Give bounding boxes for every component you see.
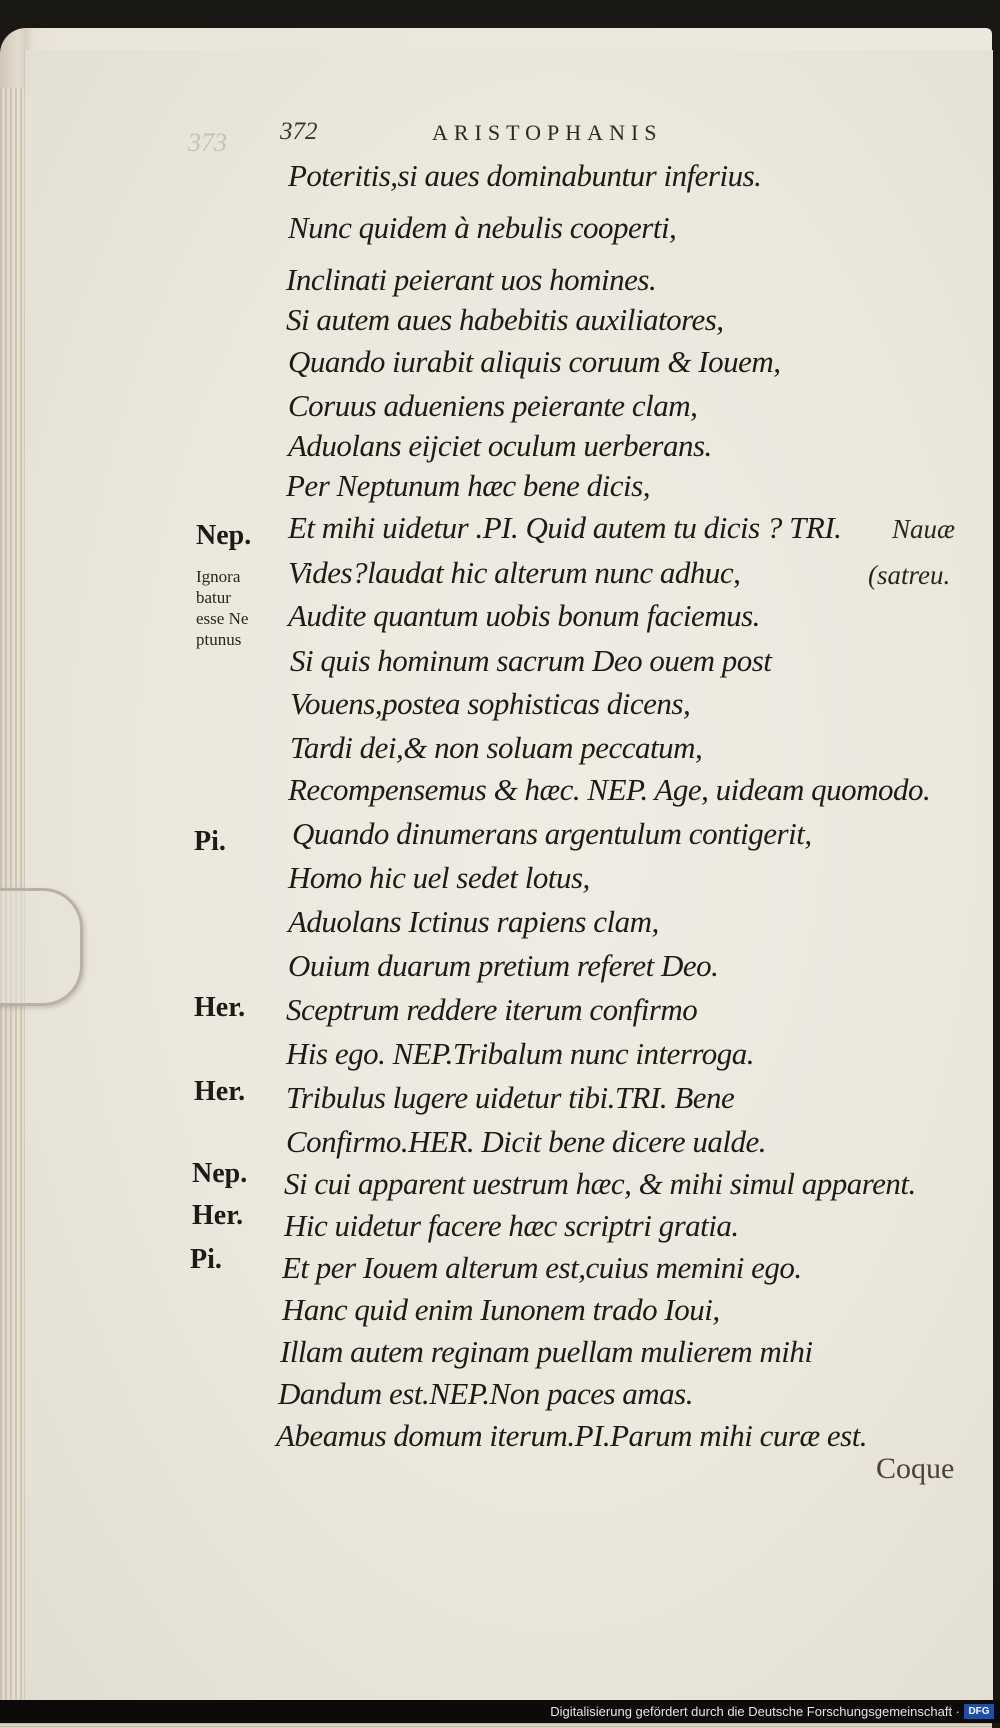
verse-line: Si autem aues habebitis auxiliatores,: [286, 302, 724, 337]
verse-line: Illam autem reginam puellam mulierem mihi: [280, 1334, 813, 1369]
verse-line: Inclinati peierant uos homines.: [286, 262, 657, 297]
speaker-label: Her.: [194, 992, 246, 1023]
verse-line: Ouium duarum pretium referet Deo.: [288, 948, 719, 983]
footer-credit: Digitalisierung gefördert durch die Deutsche Forschungsgemeinschaft ·: [550, 1704, 960, 1719]
verse-line: Quando iurabit aliquis coruum & Iouem,: [288, 344, 781, 379]
dfg-logo-icon: DFG: [964, 1704, 994, 1719]
show-through-text: [890, 200, 1000, 1450]
verse-line: Recompensemus & hæc. NEP. Age, uideam quomodo.: [288, 772, 931, 807]
speaker-label: Nep.: [196, 520, 252, 551]
verse-line: Tardi dei,& non soluam peccatum,: [290, 730, 703, 765]
verse-line: Et mihi uidetur .PI. Quid autem tu dicis ? TRI.: [288, 510, 842, 545]
verse-line: Si quis hominum sacrum Deo ouem post: [290, 643, 772, 678]
verse-line: Coruus adueniens peierante clam,: [288, 388, 698, 423]
verse-line: Confirmo.HER. Dicit bene dicere ualde.: [286, 1124, 767, 1159]
verse-line: Homo hic uel sedet lotus,: [288, 860, 590, 895]
digitization-footer: [0, 1700, 1000, 1723]
verse-line: Tribulus lugere uidetur tibi.TRI. Bene: [286, 1080, 735, 1115]
page-clip: [0, 888, 83, 1006]
marginal-note-line: ptunus: [196, 630, 242, 649]
verse-line: Aduolans Ictinus rapiens clam,: [288, 904, 659, 939]
verse-line: Vouens,postea sophisticas dicens,: [290, 686, 691, 721]
speaker-label: Pi.: [194, 826, 226, 857]
verse-line: Poteritis,si aues dominabuntur inferius.: [288, 158, 762, 193]
page-title: ARISTOPHANIS: [432, 120, 663, 145]
verse-line: Audite quantum uobis bonum faciemus.: [288, 598, 760, 633]
ghost-page-number: 373: [188, 128, 227, 157]
scan-top-border: [0, 0, 1000, 28]
verse-line: Hic uidetur facere hæc scriptri gratia.: [284, 1208, 739, 1243]
catchword: Coque: [876, 1452, 955, 1485]
speaker-label: Nep.: [192, 1158, 248, 1189]
verse-line: Sceptrum reddere iterum confirmo: [286, 992, 698, 1027]
verse-line: Per Neptunum hæc bene dicis,: [286, 468, 650, 503]
verse-line: Si cui apparent uestrum hæc, & mihi simul apparent.: [284, 1166, 916, 1201]
verse-line: Et per Iouem alterum est,cuius memini ego.: [282, 1250, 802, 1285]
verse-line: Nunc quidem à nebulis cooperti,: [288, 210, 677, 245]
verse-line: Abeamus domum iterum.PI.Parum mihi curæ est.: [276, 1418, 868, 1453]
marginal-note-line: batur: [196, 588, 231, 607]
verse-line: Hanc quid enim Iunonem trado Ioui,: [282, 1292, 720, 1327]
speaker-label: Pi.: [190, 1244, 222, 1275]
page-number: 372: [280, 118, 318, 145]
verse-line: Vides?laudat hic alterum nunc adhuc,: [288, 555, 741, 590]
marginal-note: [196, 566, 248, 650]
verse-line: Dandum est.NEP.Non paces amas.: [278, 1376, 693, 1411]
speaker-label: Her.: [194, 1076, 246, 1107]
marginal-note-line: esse Ne: [196, 609, 249, 628]
speaker-label: Her.: [192, 1200, 244, 1231]
verse-line: Aduolans eijciet oculum uerberans.: [288, 428, 712, 463]
right-margin-text: (satreu.: [868, 560, 951, 590]
marginal-note-line: Ignora: [196, 567, 241, 586]
right-margin-text: Nauæ: [892, 514, 956, 544]
verse-line: Quando dinumerans argentulum contigerit,: [292, 816, 812, 851]
verse-line: His ego. NEP.Tribalum nunc interroga.: [286, 1036, 755, 1071]
running-head: [280, 118, 760, 154]
